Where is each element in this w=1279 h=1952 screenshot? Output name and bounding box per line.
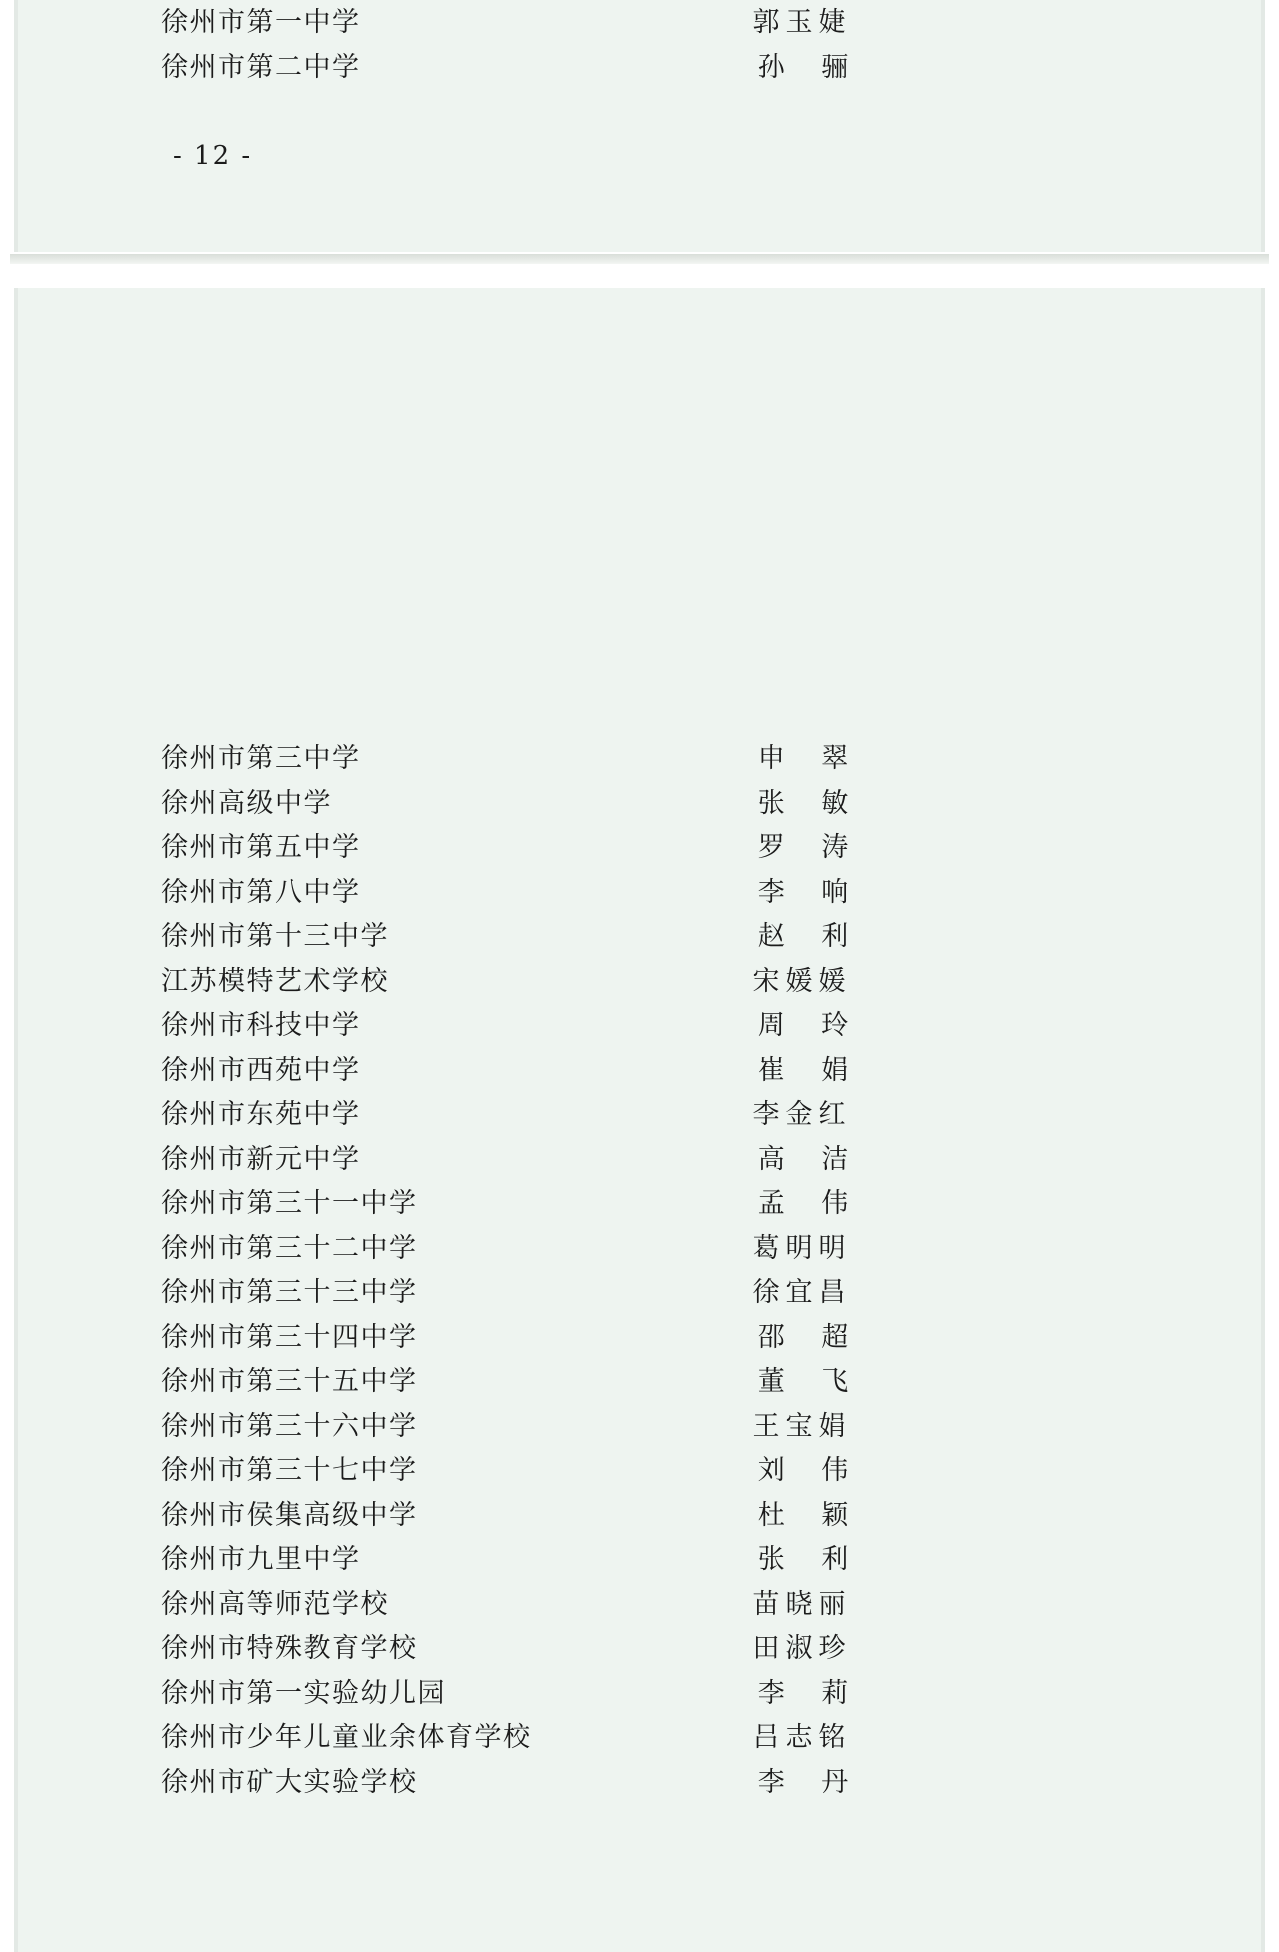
school-name: 徐州市第三十六中学 <box>161 1410 418 1442</box>
person-name: 郭玉婕 <box>752 7 852 38</box>
school-name: 徐州市第五中学 <box>161 832 361 863</box>
person-name: 崔 娟 <box>757 1054 863 1086</box>
table-row <box>161 870 1201 915</box>
table-row <box>161 1715 1201 1760</box>
table-row <box>161 1404 1201 1449</box>
person-name: 田淑珍 <box>752 1633 852 1664</box>
school-name: 徐州市特殊教育学校 <box>161 1633 418 1664</box>
person-name: 赵 利 <box>757 921 863 952</box>
school-name: 徐州市第三十二中学 <box>161 1232 418 1264</box>
school-name: 徐州市第一实验幼儿园 <box>161 1677 446 1709</box>
person-name: 罗 涛 <box>757 832 863 863</box>
table-row <box>161 1003 1201 1048</box>
table-row <box>161 1226 1201 1271</box>
person-name: 张 利 <box>757 1544 863 1575</box>
page-separator <box>0 252 1279 288</box>
school-name: 徐州市第八中学 <box>161 876 361 908</box>
school-name: 徐州市第三十七中学 <box>161 1455 418 1486</box>
school-name: 徐州市九里中学 <box>161 1544 361 1575</box>
school-name: 徐州高级中学 <box>161 787 332 819</box>
person-name: 张 敏 <box>757 787 863 819</box>
table-row <box>161 1493 1201 1538</box>
person-name: 葛明明 <box>752 1232 852 1264</box>
table-row <box>161 1181 1201 1226</box>
table-row <box>161 1582 1201 1627</box>
document-page-13 <box>14 288 1265 1952</box>
table-row <box>161 914 1201 959</box>
school-name: 江苏模特艺术学校 <box>161 965 389 997</box>
person-name: 李 丹 <box>757 1766 863 1798</box>
person-name: 周 玲 <box>757 1010 863 1041</box>
person-name: 徐宜昌 <box>752 1277 852 1308</box>
table-row <box>161 1760 1201 1805</box>
school-name: 徐州市第三十一中学 <box>161 1188 418 1219</box>
school-name: 徐州市少年儿童业余体育学校 <box>161 1722 532 1753</box>
person-name: 孙 骊 <box>757 51 863 83</box>
table-row <box>161 1626 1201 1671</box>
person-name: 李 响 <box>757 876 863 908</box>
school-name: 徐州市第一中学 <box>161 7 361 38</box>
person-name: 高 洁 <box>757 1143 863 1175</box>
table-row <box>161 736 1201 781</box>
page-13-roster-list <box>18 736 1261 1804</box>
table-row <box>161 1137 1201 1182</box>
school-name: 徐州市西苑中学 <box>161 1054 361 1086</box>
person-name: 苗晓丽 <box>752 1588 852 1620</box>
table-row <box>161 959 1201 1004</box>
table-row <box>161 1048 1201 1093</box>
school-name: 徐州市第二中学 <box>161 51 361 83</box>
page-12-roster-list <box>18 0 1261 89</box>
document-page-12 <box>14 0 1265 252</box>
person-name: 刘 伟 <box>757 1455 863 1486</box>
school-name: 徐州市第三十三中学 <box>161 1277 418 1308</box>
school-name: 徐州高等师范学校 <box>161 1588 389 1620</box>
person-name: 孟 伟 <box>757 1188 863 1219</box>
table-row <box>161 781 1201 826</box>
table-row <box>161 1359 1201 1404</box>
table-row <box>161 45 1201 90</box>
table-row <box>161 1270 1201 1315</box>
school-name: 徐州市第三中学 <box>161 743 361 774</box>
school-name: 徐州市新元中学 <box>161 1143 361 1175</box>
table-row <box>161 1315 1201 1360</box>
person-name: 申 翠 <box>757 743 863 774</box>
person-name: 吕志铭 <box>752 1722 852 1753</box>
person-name: 李 莉 <box>757 1677 863 1709</box>
page-separator-shadow <box>10 254 1269 264</box>
person-name: 王宝娟 <box>752 1410 852 1442</box>
person-name: 董 飞 <box>757 1366 863 1397</box>
person-name: 杜 颖 <box>757 1499 863 1531</box>
school-name: 徐州市第十三中学 <box>161 921 389 952</box>
school-name: 徐州市科技中学 <box>161 1010 361 1041</box>
table-row <box>161 0 1201 45</box>
table-row <box>161 1448 1201 1493</box>
table-row <box>161 1092 1201 1137</box>
table-row <box>161 1671 1201 1716</box>
table-row <box>161 825 1201 870</box>
person-name: 邵 超 <box>757 1321 863 1353</box>
person-name: 宋媛媛 <box>752 965 852 997</box>
school-name: 徐州市矿大实验学校 <box>161 1766 418 1798</box>
page-number: - 12 - <box>173 141 253 171</box>
school-name: 徐州市东苑中学 <box>161 1099 361 1130</box>
person-name: 李金红 <box>752 1099 852 1130</box>
school-name: 徐州市第三十五中学 <box>161 1366 418 1397</box>
table-row <box>161 1537 1201 1582</box>
school-name: 徐州市侯集高级中学 <box>161 1499 418 1531</box>
school-name: 徐州市第三十四中学 <box>161 1321 418 1353</box>
